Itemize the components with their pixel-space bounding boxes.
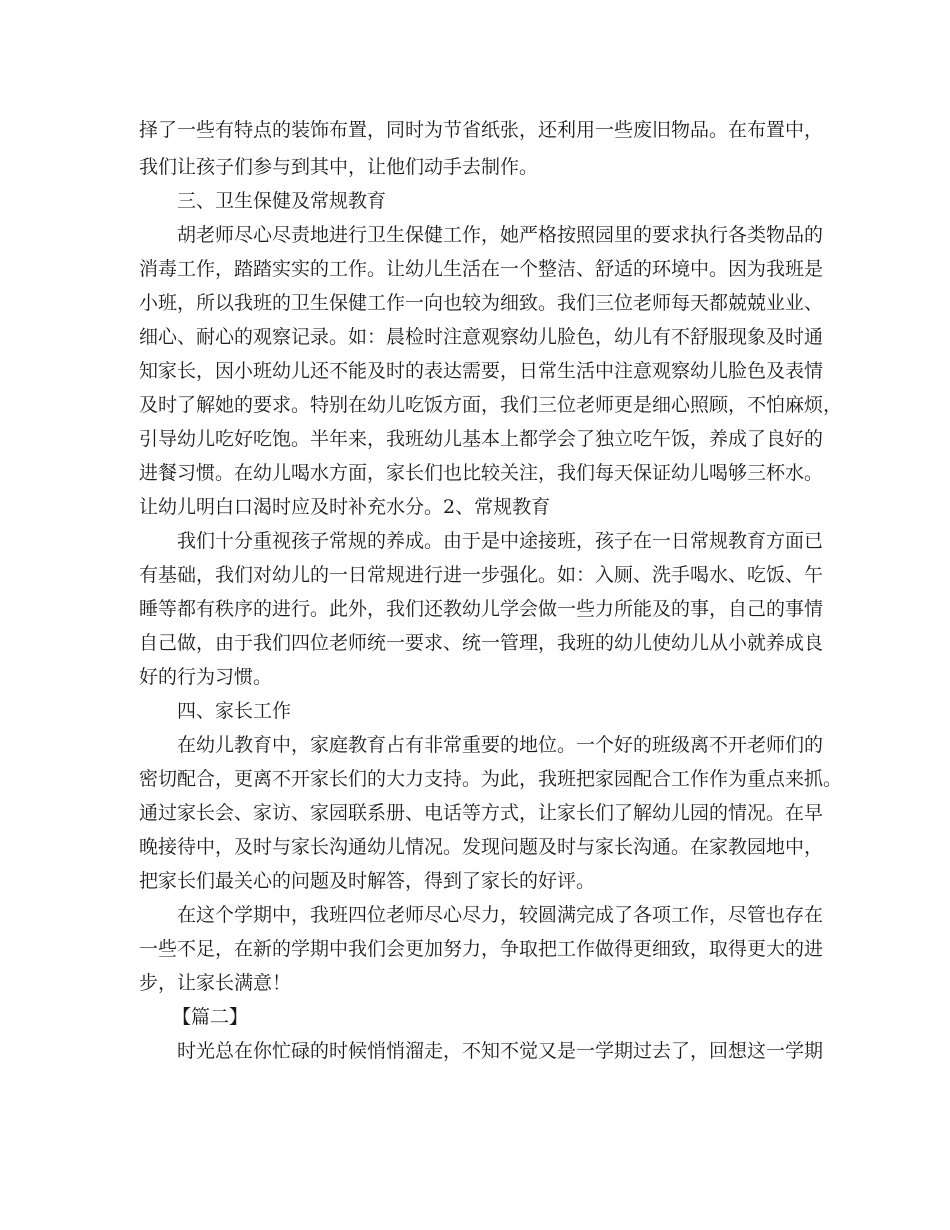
paragraph-line: 时光总在你忙碌的时候悄悄溜走，不知不觉又是一学期过去了，回想这一学期	[177, 1040, 824, 1062]
paragraph-line: 自己做，由于我们四位老师统一要求、统一管理，我班的幼儿使幼儿从小就养成良	[139, 632, 824, 654]
section-heading: 四、家长工作	[177, 700, 292, 722]
paragraph-line: 及时了解她的要求。特别在幼儿吃饭方面，我们三位老师更是细心照顾，不怕麻烦，	[139, 394, 843, 416]
paragraph-line: 小班，所以我班的卫生保健工作一向也较为细致。我们三位老师每天都兢兢业业、	[139, 292, 824, 314]
part-heading: 【篇二】	[172, 1006, 249, 1028]
section-heading: 三、卫生保健及常规教育	[177, 190, 387, 212]
paragraph-line: 晚接待中，及时与家长沟通幼儿情况。发现问题及时与家长沟通。在家教园地中，	[139, 836, 824, 858]
paragraph-line: 让幼儿明白口渴时应及时补充水分。2、常规教育	[139, 496, 551, 518]
paragraph-line: 我们让孩子们参与到其中，让他们动手去制作。	[139, 156, 539, 178]
paragraph-line: 胡老师尽心尽责地进行卫生保健工作，她严格按照园里的要求执行各类物品的	[177, 224, 824, 246]
paragraph-line: 一些不足，在新的学期中我们会更加努力，争取把工作做得更细致，取得更大的进	[139, 938, 824, 960]
paragraph-line: 消毒工作，踏踏实实的工作。让幼儿生活在一个整洁、舒适的环境中。因为我班是	[139, 258, 824, 280]
paragraph-line: 密切配合，更离不开家长们的大力支持。为此，我班把家园配合工作作为重点来抓。	[139, 768, 843, 790]
paragraph-line: 在幼儿教育中，家庭教育占有非常重要的地位。一个好的班级离不开老师们的	[177, 734, 824, 756]
paragraph-line: 通过家长会、家访、家园联系册、电话等方式，让家长们了解幼儿园的情况。在早	[139, 802, 824, 824]
paragraph-line: 引导幼儿吃好吃饱。半年来，我班幼儿基本上都学会了独立吃午饭，养成了良好的	[139, 428, 824, 450]
paragraph-line: 好的行为习惯。	[139, 666, 273, 688]
paragraph-line: 细心、耐心的观察记录。如：晨检时注意观察幼儿脸色，幼儿有不舒服现象及时通	[139, 326, 824, 348]
paragraph-line: 择了一些有特点的装饰布置，同时为节省纸张，还利用一些废旧物品。在布置中，	[139, 119, 824, 141]
paragraph-line: 有基础，我们对幼儿的一日常规进行进一步强化。如：入厕、洗手喝水、吃饭、午	[139, 564, 824, 586]
paragraph-line: 我们十分重视孩子常规的养成。由于是中途接班，孩子在一日常规教育方面已	[177, 530, 824, 552]
paragraph-line: 睡等都有秩序的进行。此外，我们还教幼儿学会做一些力所能及的事，自己的事情	[139, 598, 824, 620]
paragraph-line: 在这个学期中，我班四位老师尽心尽力，较圆满完成了各项工作，尽管也存在	[177, 904, 824, 926]
paragraph-line: 步，让家长满意！	[139, 972, 292, 994]
paragraph-line: 进餐习惯。在幼儿喝水方面，家长们也比较关注，我们每天保证幼儿喝够三杯水。	[139, 462, 824, 484]
paragraph-line: 把家长们最关心的问题及时解答，得到了家长的好评。	[139, 870, 596, 892]
paragraph-line: 知家长，因小班幼儿还不能及时的表达需要，日常生活中注意观察幼儿脸色及表情	[139, 360, 824, 382]
